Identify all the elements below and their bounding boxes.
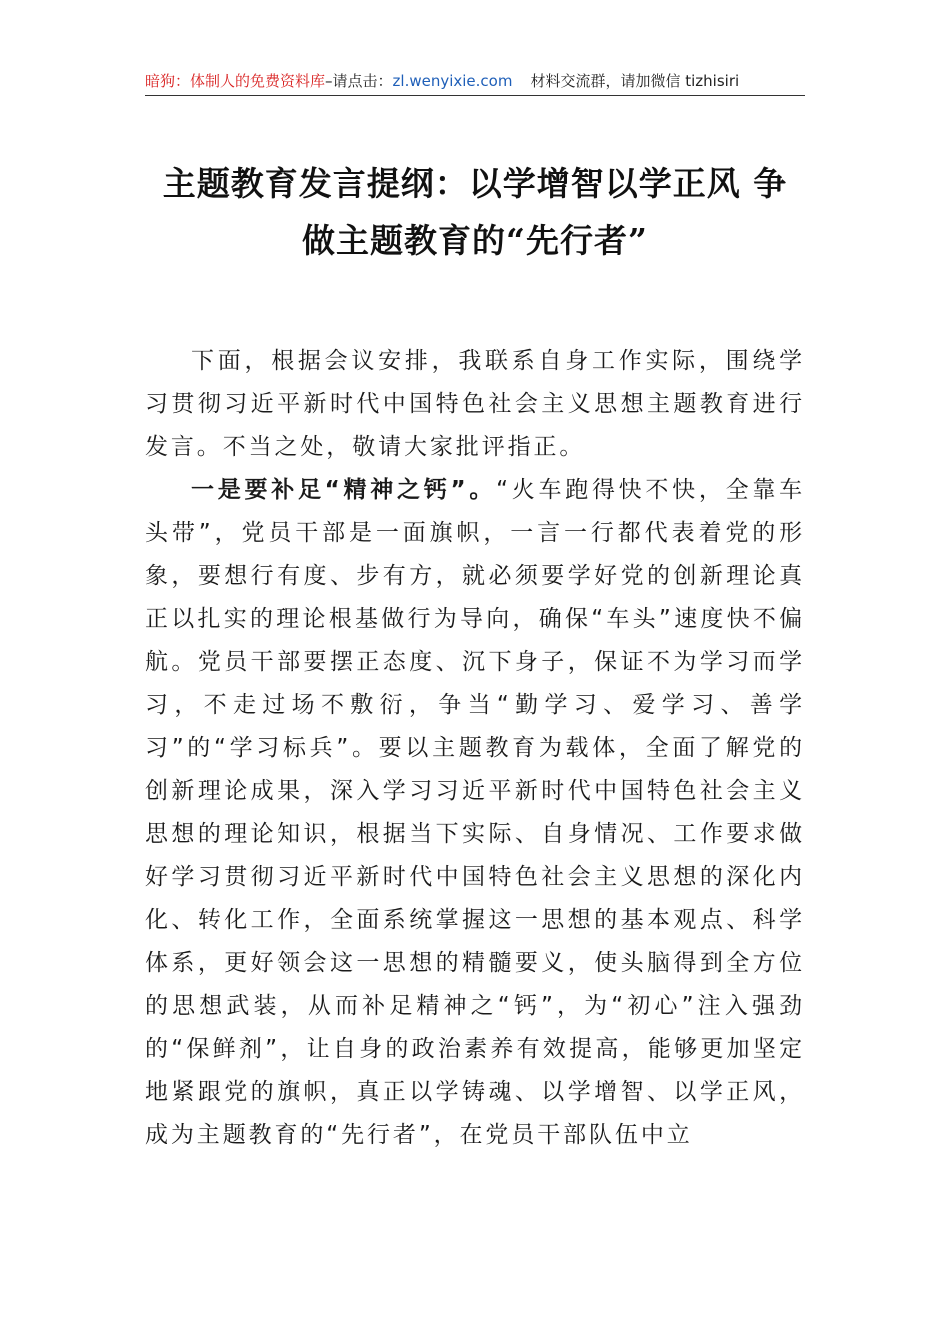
header-url-link[interactable]: zl.wenyixie.com: [392, 72, 513, 90]
header-group-note: 材料交流群，请加微信 tizhisiri: [530, 72, 740, 90]
title-line-1: 主题教育发言提纲：以学增智以学正风 争: [162, 164, 788, 203]
section-1-paragraph: [145, 469, 805, 1157]
header-divider: [145, 95, 805, 96]
header-site-name: 暗狗：体制人的免费资料库: [145, 72, 326, 90]
title-line-2: 做主题教育的“先行者”: [302, 221, 648, 260]
section-1-lead: 一是要补足“精神之钙”。: [191, 477, 497, 503]
document-body: [145, 340, 805, 1157]
intro-paragraph: 下面，根据会议安排，我联系自身工作实际，围绕学习贯彻习近平新时代中国特色社会主义思想主题教育进行发言。不当之处，敬请大家批评指正。: [145, 348, 805, 460]
document-title: [130, 155, 820, 269]
header-click-prompt: –请点击：: [325, 72, 393, 90]
section-1-body: “火车跑得快不快，全靠车头带”，党员干部是一面旗帜，一言一行都代表着党的形象，要想行有度、步有方，就必须要学好党的创新理论真正以扎实的理论根基做行为导向，确保“车头”速度快不偏航。党员干部要摆正态度、沉下身子，保证不为学习而学习，不走过场不敷衍，争当“勤学习、爱学习、善学习”的“学习标兵”。要以主题教育为载体，全面了解党的创新理论成果，深入学习习近平新时代中国特色社会主义思想的理论知识，根据当下实际、自身情况、工作要求做好学习贯彻习近平新时代中国特色社会主义思想的深化内化、转化工作，全面系统掌握这一思想的基本观点、科学体系，更好领会这一思想的精髓要义，使头脑得到全方位的思想武装，从而补足精神之“钙”，为“初心”注入强劲的“保鲜剂”，让自身的政治素养有效提高，能够更加坚定地紧跟党的旗帜，真正以学铸魂、以学增智、以学正风，成为主题教育的“先行者”，在党员干部队伍中立: [145, 477, 805, 1148]
page-header: [145, 70, 805, 92]
